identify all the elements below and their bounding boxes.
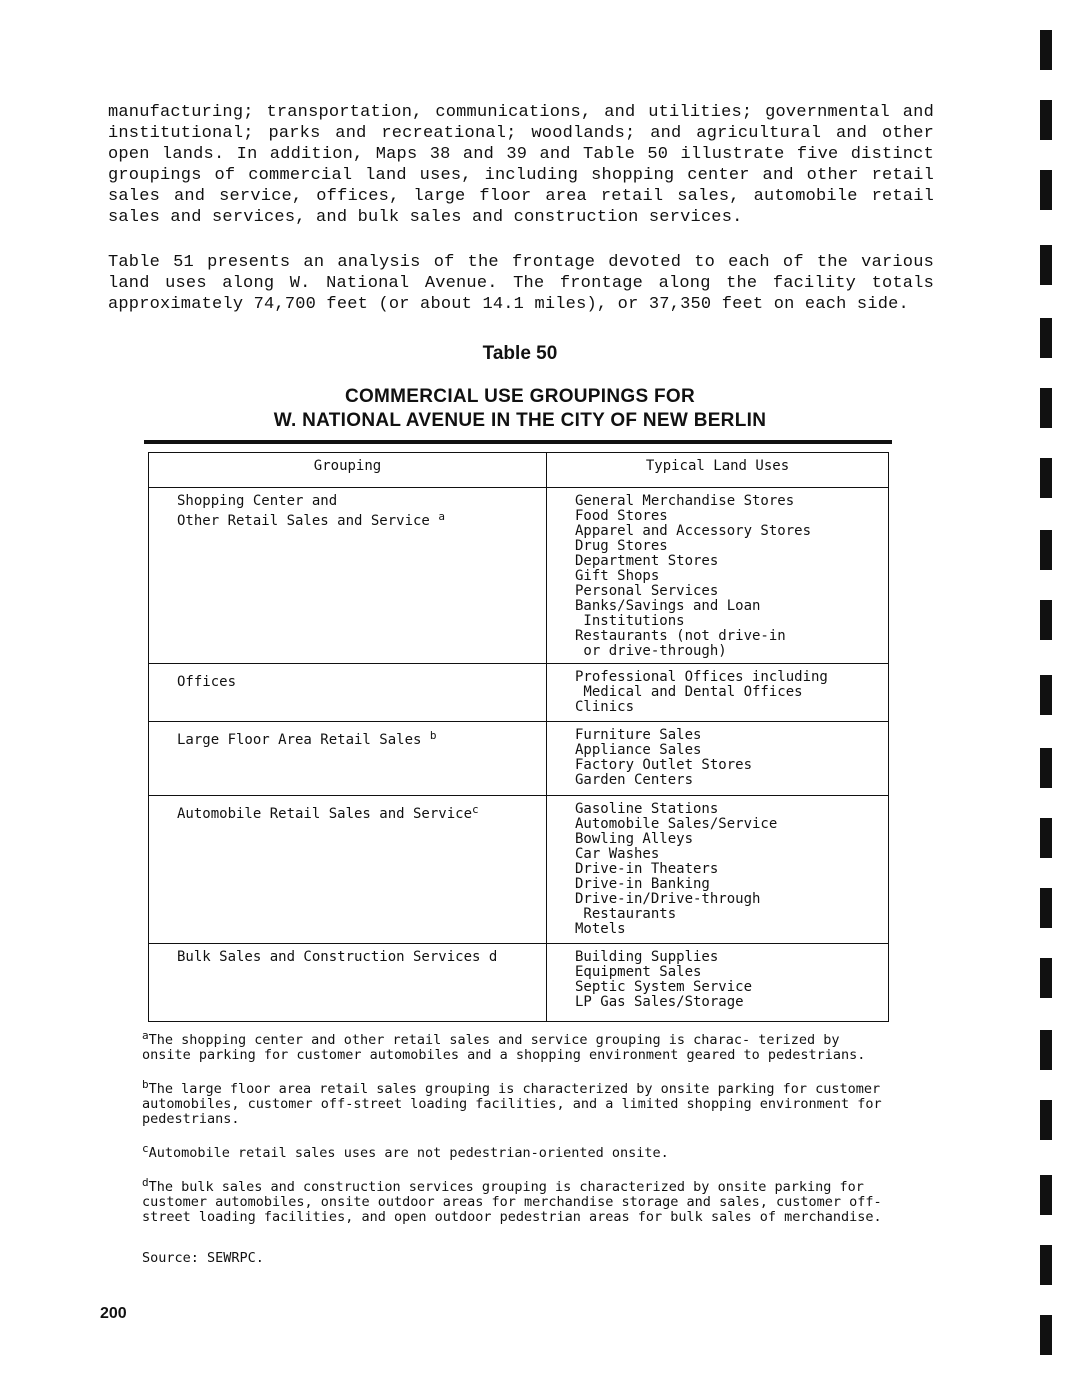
grouping-cell: Automobile Retail Sales and Service$^c$ [149,796,547,944]
edge-mark [1040,100,1052,140]
header-grouping: Grouping [149,453,547,488]
land-use-item: Building Supplies [575,949,719,965]
uses-cell [547,796,889,944]
edge-mark [1040,388,1052,428]
uses-cell [547,944,889,1022]
footnote-ref: a [438,510,445,523]
land-use-item: Professional Offices including [575,669,828,685]
uses-list [575,950,878,1010]
edge-mark [1040,1245,1052,1285]
table-title [148,385,892,433]
edge-mark [1040,1175,1052,1215]
land-use-item: or drive-through) [575,643,727,659]
land-use-item: Medical and Dental Offices [575,684,803,700]
footnote-a: $^a$The shopping center and other retail sales and service grouping is charac- terized by onsite parking for customer automobiles and a shopping environment geared to pedestrians. [142,1029,866,1063]
land-use-item: Drive-in Theaters [575,861,719,877]
header-typical-land-uses: Typical Land Uses [547,453,889,488]
grouping-cell: Bulk Sales and Construction Services d [149,944,547,1022]
table-row [149,944,889,1022]
land-use-item: Bowling Alleys [575,831,694,847]
land-use-item: Food Stores [575,508,668,524]
footnote-b: $^b$The large floor area retail sales grouping is characterized by onsite parking for customer automobiles, customer off-street loading facilities, and a limited shopping environment for pedestrians. [142,1078,882,1127]
land-use-item: LP Gas Sales/Storage [575,994,744,1010]
land-use-item: Automobile Sales/Service [575,816,778,832]
edge-mark [1040,30,1052,70]
land-use-item: Institutions [575,613,685,629]
land-use-item: Furniture Sales [575,727,702,743]
land-use-item: Apparel and Accessory Stores [575,523,812,539]
uses-cell [547,722,889,796]
footnote-d: $^d$The bulk sales and construction services grouping is characterized by onsite parking for customer automobiles, onsite outdoor areas for merchandise storage and sales, customer off-street loading facilities, and open outdoor pedestrian areas for bulk sales of merchandise. [142,1176,882,1225]
land-use-item: Equipment Sales [575,964,702,980]
footnote-c: $^c$Automobile retail sales uses are not pedestrian-oriented onsite. [142,1142,669,1161]
land-use-item: Drive-in Banking [575,876,710,892]
edge-mark [1040,1030,1052,1070]
table-row [149,488,889,664]
footnote-ref: b [429,729,437,742]
table-header-row [149,453,889,488]
land-use-item: Banks/Savings and Loan [575,598,761,614]
edge-mark [1040,818,1052,858]
land-use-item: Motels [575,921,626,937]
uses-list [575,802,878,937]
page-number: 200 [100,1305,127,1322]
table-row [149,664,889,722]
table-number: Table 50 [482,343,558,364]
footnote-ref: c [472,803,479,816]
body-paragraph-1: manufacturing; transportation, communications, and utilities; governmental and institutional; parks and recreational; woodlands; and agricultural and other open lands. In addition, Maps 38 and 39 and Table 50 illustrate five distinct groupings of commercial land uses, including shopping center and other retail sales and service, offices, large floor area retail sales, automobile retail sales and services, and bulk sales and construction services. [108,103,934,227]
edge-mark [1040,958,1052,998]
land-use-item: Factory Outlet Stores [575,757,753,773]
land-use-item: General Merchandise Stores [575,493,795,509]
land-use-item: Car Washes [575,846,660,862]
land-use-item: Garden Centers [575,772,694,788]
edge-mark [1040,600,1052,640]
edge-mark [1040,675,1052,715]
grouping-cell: Shopping Center and Other Retail Sales and Service $^a$ [149,488,547,664]
land-use-item: Restaurants (not drive-in [575,628,786,644]
land-use-item: Personal Services [575,583,719,599]
table-title-line-1: COMMERCIAL USE GROUPINGS FOR [344,386,696,407]
edge-mark [1040,888,1052,928]
uses-list [575,728,878,788]
uses-list [575,494,878,659]
table-title-line-2: W. NATIONAL AVENUE IN THE CITY OF NEW BERLIN [273,410,767,431]
land-use-item: Drug Stores [575,538,668,554]
title-rule [144,440,892,444]
table-row [149,722,889,796]
land-use-item: Drive-in/Drive-through [575,891,761,907]
land-use-item: Appliance Sales [575,742,702,758]
scan-edge-marks [1040,0,1056,1380]
grouping-cell: Offices [149,664,547,722]
uses-list [575,670,878,715]
land-use-item: Gift Shops [575,568,660,584]
land-use-item: Department Stores [575,553,719,569]
edge-mark [1040,1315,1052,1355]
edge-mark [1040,1100,1052,1140]
edge-mark [1040,318,1052,358]
land-use-item: Restaurants [575,906,677,922]
commercial-use-table [148,452,889,1022]
table-footnotes [142,1028,892,1239]
table-row [149,796,889,944]
edge-mark [1040,748,1052,788]
land-use-item: Septic System Service [575,979,753,995]
table-source: Source: SEWRPC. [142,1250,264,1266]
grouping-cell: Large Floor Area Retail Sales $^b$ [149,722,547,796]
uses-cell [547,488,889,664]
uses-cell [547,664,889,722]
footnote-ref: d [488,949,498,965]
edge-mark [1040,245,1052,285]
edge-mark [1040,458,1052,498]
edge-mark [1040,530,1052,570]
edge-mark [1040,170,1052,210]
body-paragraph-2: Table 51 presents an analysis of the frontage devoted to each of the various land uses along W. National Avenue. The frontage along the facility totals approximately 74,700 feet (or about 14.1 miles), or 37,350 feet on each side. [108,253,934,314]
land-use-item: Gasoline Stations [575,801,719,817]
land-use-item: Clinics [575,699,635,715]
